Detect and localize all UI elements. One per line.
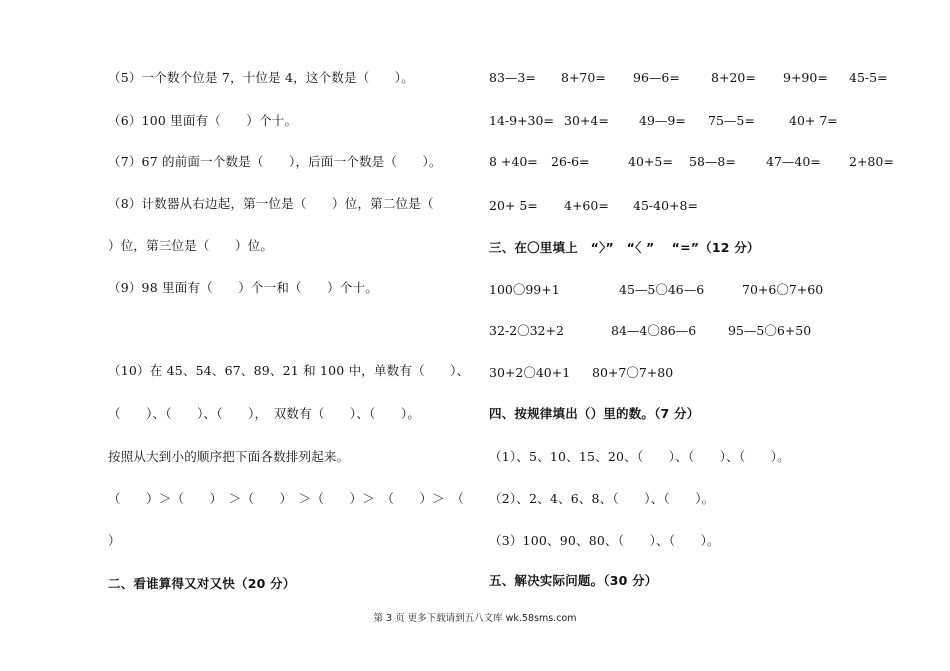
math-row-4 bbox=[489, 197, 919, 215]
question-5: （5）一个数个位是 7，十位是 4，这个数是（ ）。 bbox=[108, 70, 414, 85]
math-expression: 14-9+30= bbox=[489, 113, 554, 128]
math-row-3 bbox=[489, 153, 919, 171]
compare-expression: 80+7〇7+80 bbox=[592, 365, 674, 380]
order-instruction: 按照从大到小的顺序把下面各数排列起来。 bbox=[108, 449, 350, 464]
compare-expression: 84—4〇86—6 bbox=[611, 323, 697, 338]
order-blanks-line-1: （ ）＞（ ） ＞（ ） ＞（ ）＞ （ ）＞ （ bbox=[108, 491, 465, 506]
math-expression: 40+5= bbox=[628, 154, 673, 169]
math-expression: 8+70= bbox=[561, 70, 606, 85]
math-expression: 45-40+8= bbox=[633, 198, 698, 213]
math-expression: 8+20= bbox=[711, 70, 756, 85]
section-5-heading: 五、解决实际问题。（30 分） bbox=[489, 573, 658, 588]
math-expression: 58—8= bbox=[689, 154, 736, 169]
compare-row-2 bbox=[489, 322, 919, 340]
math-expression: 75—5= bbox=[708, 113, 755, 128]
math-expression: 20+ 5= bbox=[489, 198, 538, 213]
order-blanks-line-2: ） bbox=[108, 533, 121, 548]
pattern-3: （3）100、90、80、（ ）、（ ）。 bbox=[489, 533, 720, 548]
math-expression: 26-6= bbox=[551, 154, 590, 169]
section-2-heading: 二、看谁算得又对又快（20 分） bbox=[108, 576, 296, 591]
question-7: （7）67 的前面一个数是（ ），后面一个数是（ ）。 bbox=[108, 154, 442, 169]
math-expression: 96—6= bbox=[633, 70, 680, 85]
question-6: （6）100 里面有（ ）个十。 bbox=[108, 113, 298, 128]
math-expression: 4+60= bbox=[564, 198, 609, 213]
math-expression: 40+ 7= bbox=[789, 113, 838, 128]
math-expression: 49—9= bbox=[639, 113, 686, 128]
math-expression: 47—40= bbox=[766, 154, 821, 169]
compare-row-1 bbox=[489, 281, 919, 299]
compare-expression: 45—5〇46—6 bbox=[619, 282, 705, 297]
question-10-line-1: （10）在 45、54、67、89、21 和 100 中，单数有（ ）、 bbox=[108, 363, 470, 378]
compare-expression: 100〇99+1 bbox=[489, 282, 560, 297]
question-9: （9）98 里面有（ ）个一和（ ）个十。 bbox=[108, 280, 378, 295]
math-expression: 30+4= bbox=[564, 113, 609, 128]
question-8-line-1: （8）计数器从右边起，第一位是（ ）位，第二位是（ bbox=[108, 196, 434, 211]
section-4-heading: 四、按规律填出（）里的数。（7 分） bbox=[489, 406, 700, 421]
math-expression: 9+90= bbox=[783, 70, 828, 85]
compare-expression: 30+2〇40+1 bbox=[489, 365, 571, 380]
math-expression: 8 +40= bbox=[489, 154, 538, 169]
section-3-heading: 三、在〇里填上 “〉” “〈 ” “=”（12 分） bbox=[489, 240, 760, 255]
compare-expression: 32-2〇32+2 bbox=[489, 323, 564, 338]
page-footer: 第 3 页 更多下载请到五八文库 wk.58sms.com bbox=[373, 613, 577, 624]
pattern-2: （2）、2、4、6、8、（ ）、（ ）。 bbox=[489, 491, 715, 506]
compare-expression: 95—5〇6+50 bbox=[728, 323, 812, 338]
compare-row-3 bbox=[489, 364, 919, 382]
math-expression: 83—3= bbox=[489, 70, 536, 85]
pattern-1: （1）、5、10、15、20、（ ）、（ ）、（ ）。 bbox=[489, 449, 790, 464]
math-expression: 45-5= bbox=[849, 70, 888, 85]
math-row-1 bbox=[489, 69, 919, 87]
math-row-2 bbox=[489, 112, 919, 130]
question-10-line-2: （ ）、（ ）、（ ）， 双数有（ ）、（ ）。 bbox=[108, 406, 421, 421]
question-8-line-2: ）位，第三位是（ ）位。 bbox=[108, 238, 274, 253]
math-expression: 2+80= bbox=[849, 154, 894, 169]
compare-expression: 70+6〇7+60 bbox=[742, 282, 824, 297]
